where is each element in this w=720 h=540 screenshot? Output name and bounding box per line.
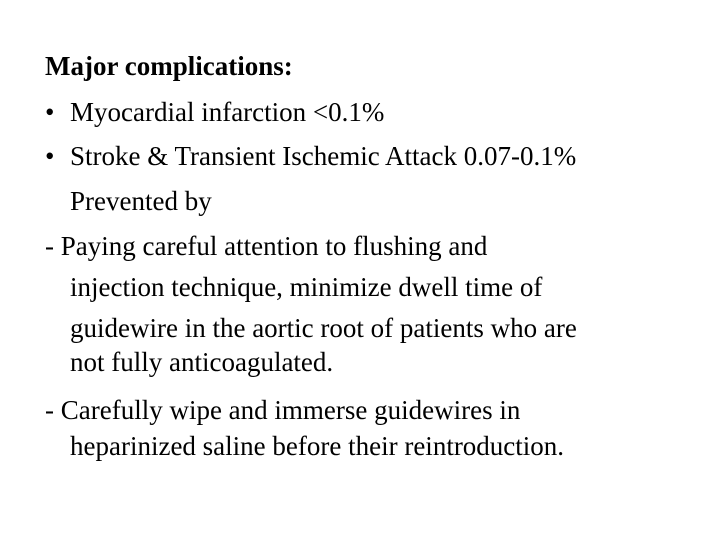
slide-heading: Major complications: <box>45 51 293 81</box>
bullet-item-stroke <box>45 140 576 172</box>
bullet-marker: • <box>45 141 55 171</box>
measure-1-line-1: - Paying careful attention to flushing and <box>45 231 488 261</box>
prevented-by-label: Prevented by <box>70 186 212 216</box>
measure-1-line-3: guidewire in the aortic root of patients who are <box>70 313 577 343</box>
measure-1-line-4: not fully anticoagulated. <box>70 347 334 377</box>
bullet-text: Myocardial infarction <0.1% <box>70 97 385 127</box>
bullet-item-myocardial-infarction <box>45 96 384 128</box>
measure-1-line-2: injection technique, minimize dwell time of <box>70 272 543 302</box>
measure-2-line-2: heparinized saline before their reintroduction. <box>70 431 565 461</box>
bullet-marker: • <box>45 97 55 127</box>
bullet-text: Stroke & Transient Ischemic Attack 0.07-0.1% <box>70 141 577 171</box>
measure-2-line-1: - Carefully wipe and immerse guidewires in <box>45 395 521 425</box>
